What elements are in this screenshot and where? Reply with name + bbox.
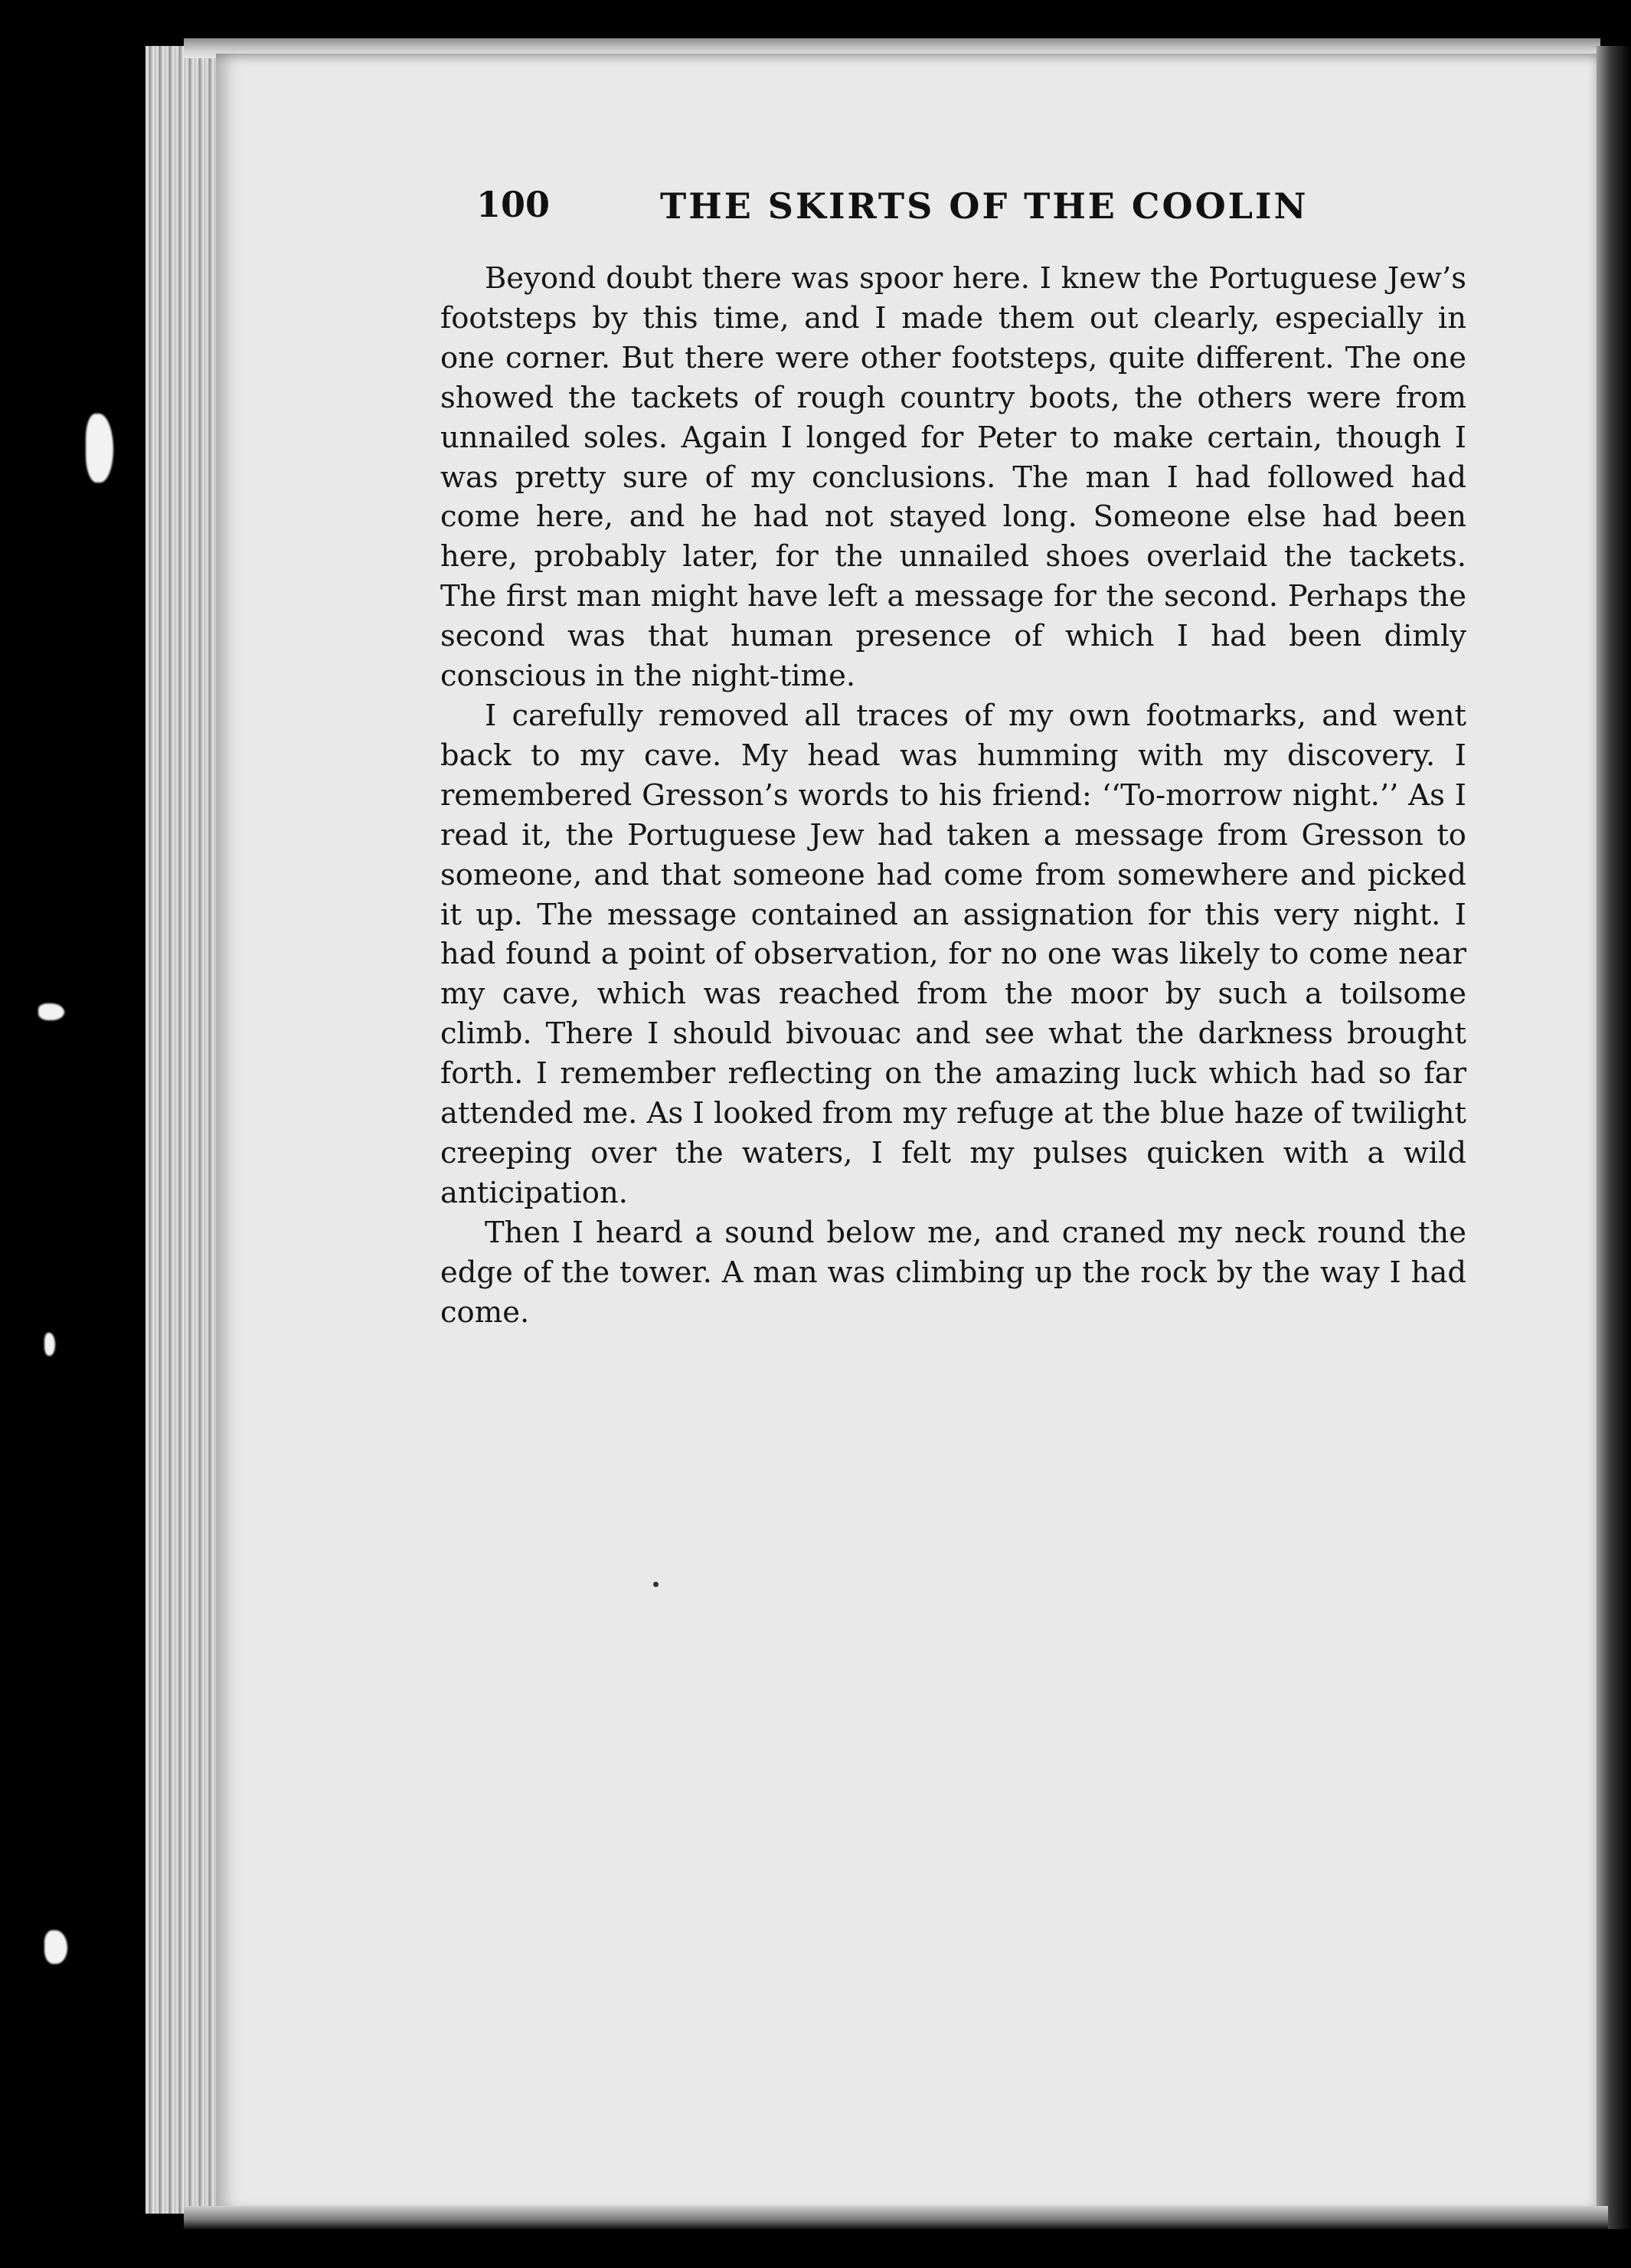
paragraph: Beyond doubt there was spoor here. I knew the Portuguese Jew’s footsteps by this time, and I made them out clearly, especially in one corner. But there were other footsteps, quite different. The one showed the tackets of rough country boots, the others were from unnailed soles. Again I longed for Peter to make certain, though I was pretty sure of my conclusions. The man I had followed had come here, and he had not stayed long. Someone else had been here, probably later, for the unnailed shoes overlaid the tackets. The first man might have left a message for the second. Perhaps the second was that human presence of which I had been dimly conscious in the night-time. xyxy=(440,261,1466,694)
scan-artifact xyxy=(44,1333,55,1356)
scan-artifact xyxy=(38,1003,64,1020)
bottom-page-edge xyxy=(184,2206,1608,2229)
scan-artifact xyxy=(86,414,113,483)
paragraph: Then I heard a sound below me, and craned my neck round the edge of the tower. A man was climbing up the rock by the way I had come. xyxy=(440,1215,1466,1330)
running-head: THE SKIRTS OF THE COOLIN xyxy=(660,185,1309,227)
body-text xyxy=(440,259,1466,1332)
stray-mark xyxy=(653,1582,659,1587)
paragraph: I carefully removed all traces of my own footmarks, and went back to my cave. My head was humming with my discovery. I remembered Gresson’s words to his friend: ‘‘To-morrow night.’’ As I read it, the Portuguese Jew had taken a message from Gresson to someone, and that someone had come from somewhere and picked it up. The message contained an assignation for this very night. I had found a point of observation, for no one was likely to come near my cave, which was reached from the moor by such a toilsome climb. There I should bivouac and see what the darkness brought forth. I remember reflecting on the amazing luck which had so far attended me. As I looked from my refuge at the blue haze of twilight creeping over the waters, I felt my pulses quicken with a wild anticipation. xyxy=(440,698,1466,1210)
scan-artifact xyxy=(44,1930,67,1964)
page-number: 100 xyxy=(476,184,551,225)
page-header xyxy=(476,184,1487,253)
gutter-shadow xyxy=(1597,46,1631,2229)
stacked-page-edges xyxy=(145,46,218,2214)
